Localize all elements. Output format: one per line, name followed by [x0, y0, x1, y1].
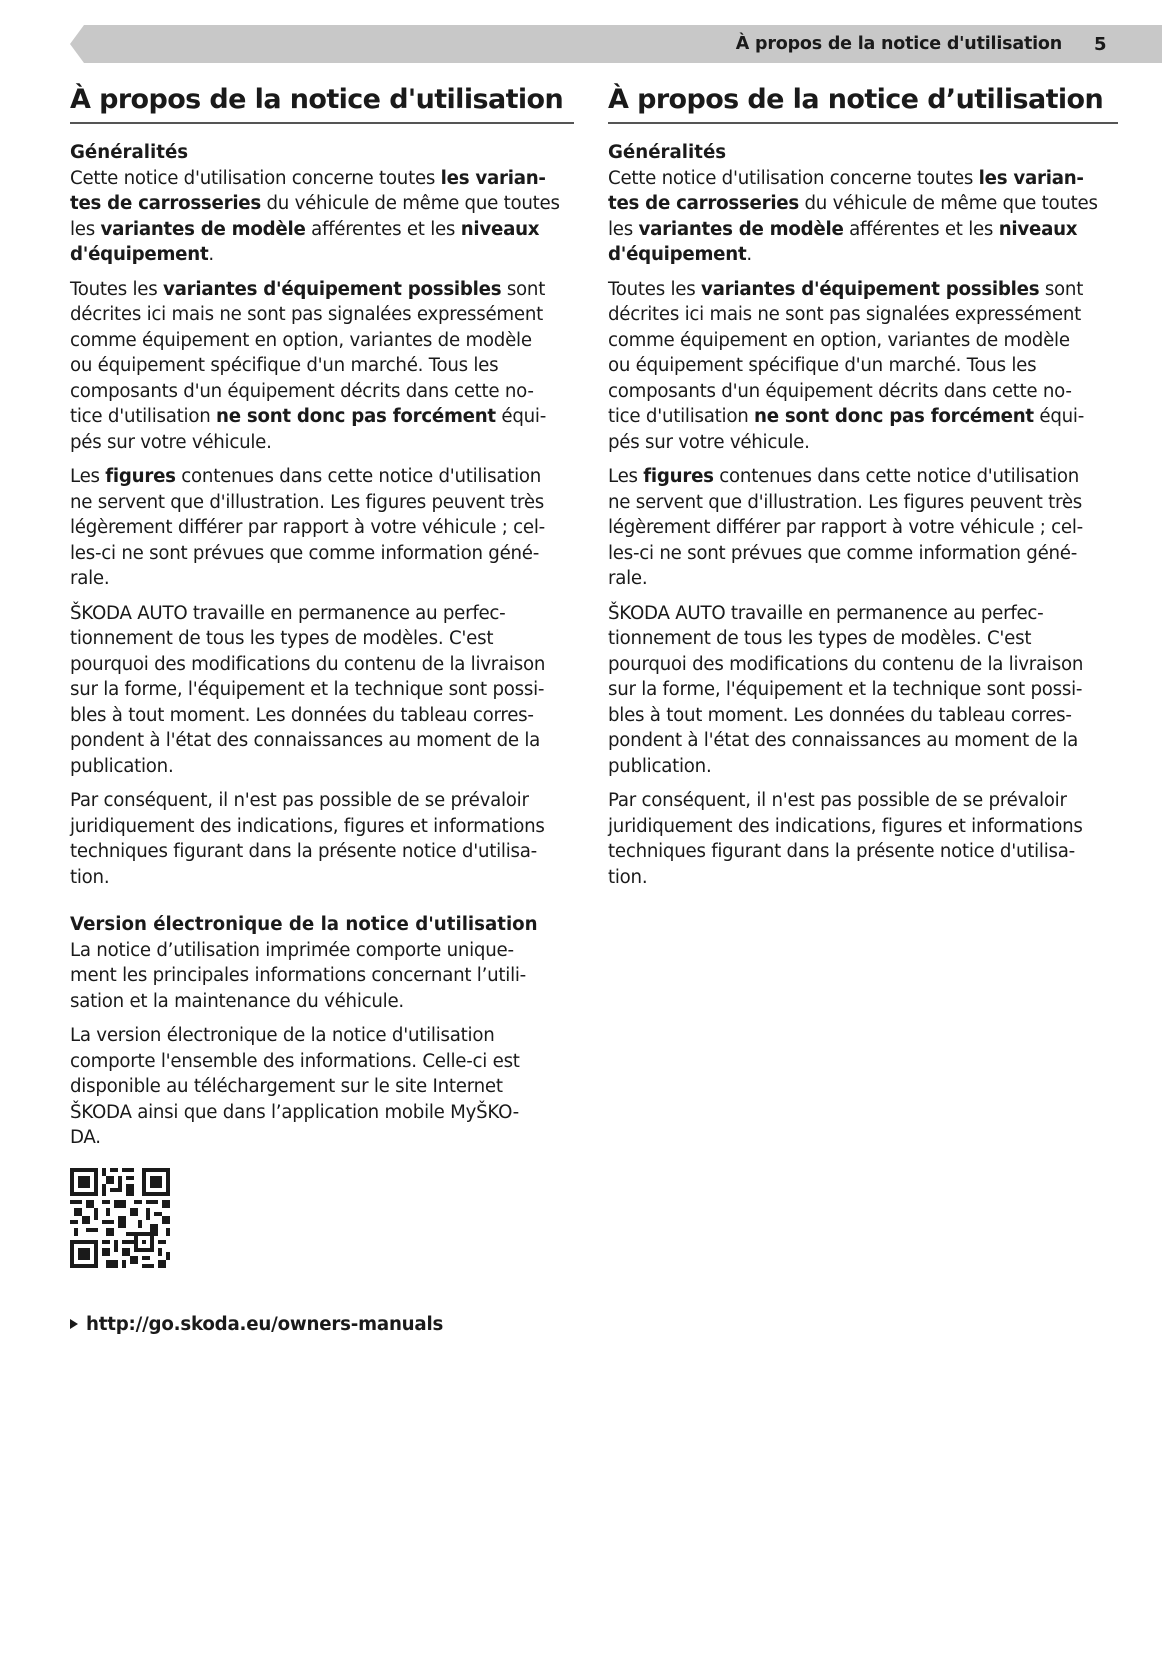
subheading-electronic-version: Version électronique de la notice d'utilisation	[70, 914, 538, 935]
paragraph-legal: Par conséquent, il n'est pas possible de se prévaloir juridiquement des indications, figures et informations techniques figurant dans la présente notice d'utilisa- tion.	[70, 790, 545, 888]
paragraph-intro: Cette notice d'utilisation concerne toutes les varian- tes de carrosseries du véhicule de même que toutes les variantes de modèle afférentes et les niveaux d'équipement.	[70, 167, 560, 265]
section-title: À propos de la notice d'utilisation	[70, 82, 574, 124]
owners-manual-link[interactable]	[70, 1314, 574, 1335]
paragraph-electronic-manual: La version électronique de la notice d'utilisation comporte l'ensemble des informations. Celle-ci est disponible au téléchargement sur le site Internet ŠKODA ainsi que dans l’application mobile MyŠKO- DA.	[70, 1025, 520, 1148]
page-number: 5	[1094, 34, 1107, 55]
paragraph-equipment-variants: Toutes les variantes d'équipement possibles sont décrites ici mais ne sont pas signalées expressément comme équipement en option, variantes de modèle ou équipement spécifique d'un marché. Tous les composants d'un équipement décrits dans cette no- tice d'utilisation ne sont donc pas forcément équi- pés sur votre véhicule.	[70, 278, 547, 453]
paragraph-skoda-improvement: ŠKODA AUTO travaille en permanence au perfec- tionnement de tous les types de modèles. C'est pourquoi des modifications du contenu de la livraison sur la forme, l'équipement et la technique sont possi- bles à tout moment. Les données du tableau corres- pondent à l'état des connaissances au moment de la publication.	[608, 602, 1084, 777]
running-header-title: À propos de la notice d'utilisation	[735, 34, 1062, 54]
owners-manual-url[interactable]: http://go.skoda.eu/owners-manuals	[86, 1313, 444, 1335]
qr-code-icon[interactable]	[70, 1168, 170, 1268]
paragraph-figures: Les figures contenues dans cette notice d'utilisation ne servent que d'illustration. Les figures peuvent très légèrement différer par rapport à votre véhicule ; cel- les-ci ne sont prévues que comme information géné- rale.	[608, 466, 1083, 589]
subheading-generalites: Généralités	[70, 142, 189, 163]
left-column	[70, 82, 574, 1335]
paragraph-skoda-improvement: ŠKODA AUTO travaille en permanence au perfec- tionnement de tous les types de modèles. C'est pourquoi des modifications du contenu de la livraison sur la forme, l'équipement et la technique sont possi- bles à tout moment. Les données du tableau corres- pondent à l'état des connaissances au moment de la publication.	[70, 602, 546, 777]
paragraph-equipment-variants: Toutes les variantes d'équipement possibles sont décrites ici mais ne sont pas signalées expressément comme équipement en option, variantes de modèle ou équipement spécifique d'un marché. Tous les composants d'un équipement décrits dans cette no- tice d'utilisation ne sont donc pas forcément équi- pés sur votre véhicule.	[608, 278, 1085, 453]
triangle-right-icon	[70, 1319, 78, 1329]
right-column	[608, 82, 1118, 899]
section-title: À propos de la notice d’utilisation	[608, 82, 1118, 124]
paragraph-legal: Par conséquent, il n'est pas possible de se prévaloir juridiquement des indications, figures et informations techniques figurant dans la présente notice d'utilisa- tion.	[608, 790, 1083, 888]
paragraph-intro: Cette notice d'utilisation concerne toutes les varian- tes de carrosseries du véhicule de même que toutes les variantes de modèle afférentes et les niveaux d'équipement.	[608, 167, 1098, 265]
subheading-generalites: Généralités	[608, 142, 727, 163]
paragraph-printed-manual: La notice d’utilisation imprimée comporte unique- ment les principales informations concernant l’utili- sation et la maintenance du véhicule.	[70, 939, 526, 1012]
paragraph-figures: Les figures contenues dans cette notice d'utilisation ne servent que d'illustration. Les figures peuvent très légèrement différer par rapport à votre véhicule ; cel- les-ci ne sont prévues que comme information géné- rale.	[70, 466, 545, 589]
